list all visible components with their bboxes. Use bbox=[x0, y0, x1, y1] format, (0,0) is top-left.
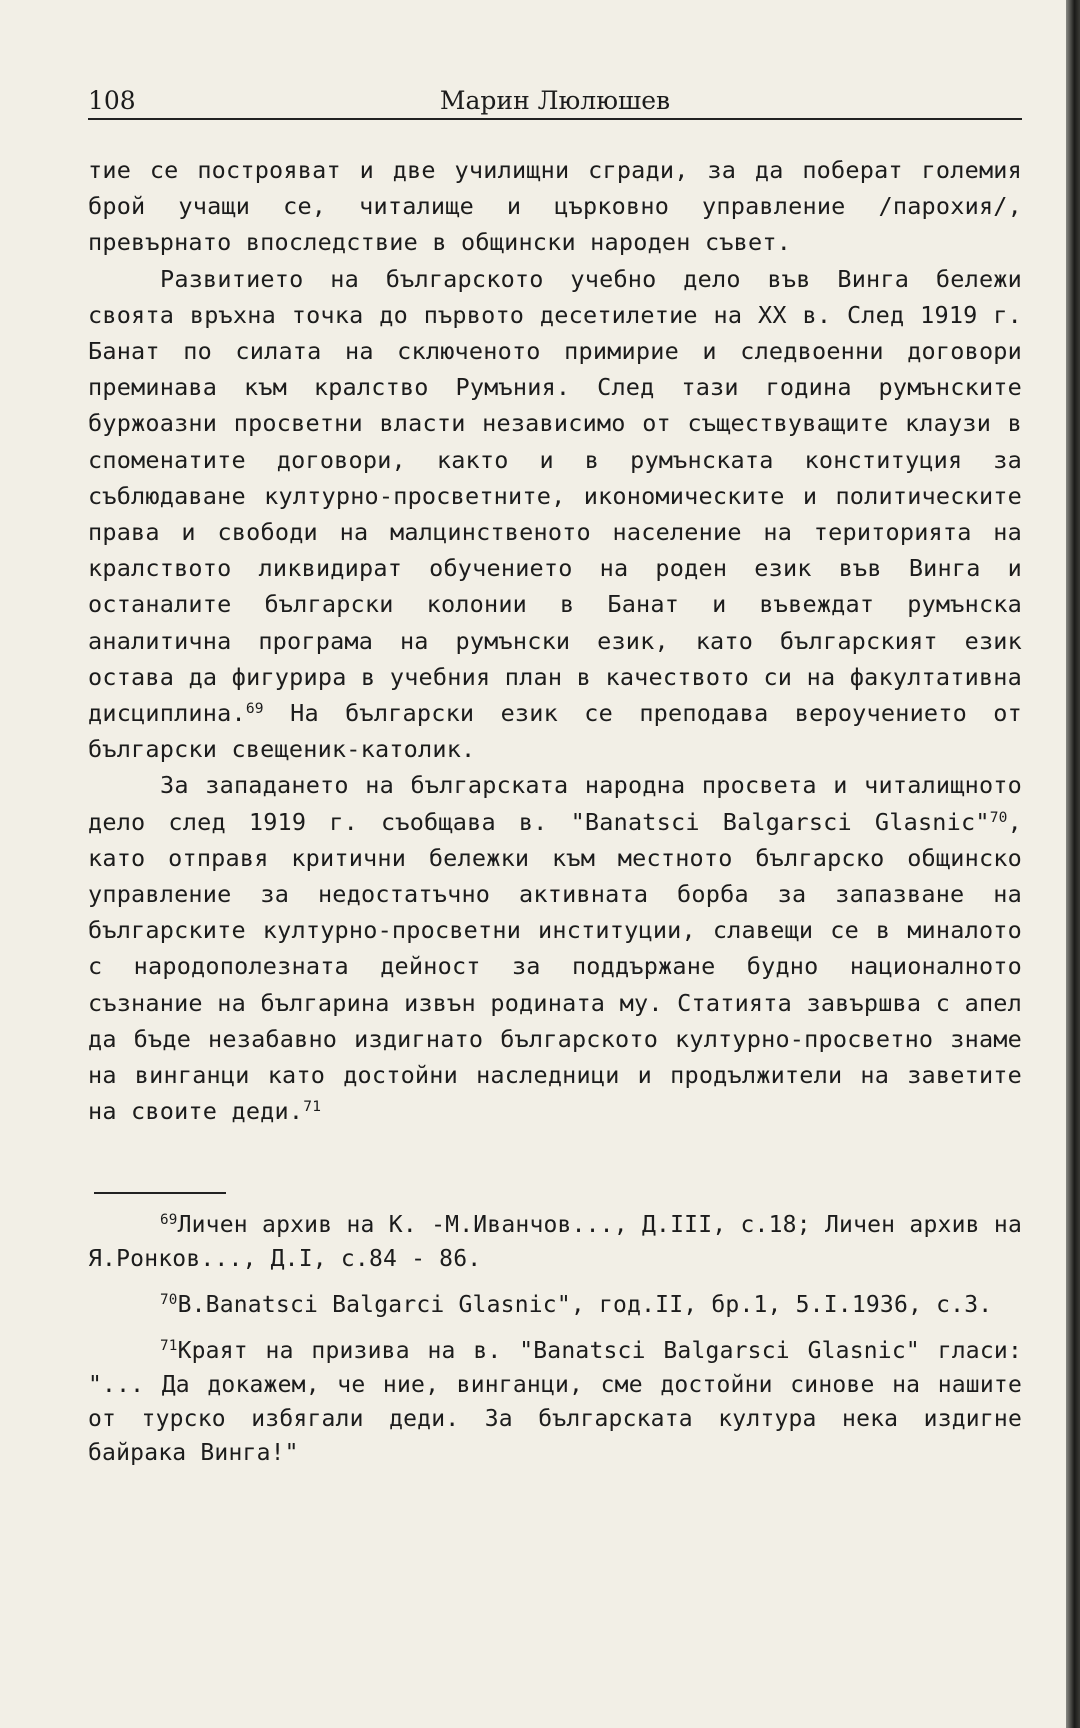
footnote-70 bbox=[88, 1288, 1022, 1322]
footnote-ref-71[interactable]: 71 bbox=[303, 1098, 322, 1116]
footnote-text: В.Banatsci Balgarci Glasnic", год.II, бр.1, 5.I.1936, с.3. bbox=[177, 1292, 993, 1318]
footnote-number: 69 bbox=[160, 1212, 178, 1229]
footnote-number: 71 bbox=[160, 1338, 178, 1355]
page-edge-shadow bbox=[1066, 0, 1080, 1728]
footnote-71 bbox=[88, 1334, 1022, 1470]
footnote-69 bbox=[88, 1208, 1022, 1276]
running-title: Марин Люлюшев bbox=[439, 86, 671, 115]
page-header bbox=[88, 86, 1022, 120]
footnote-text: Личен архив на К. -М.Иванчов..., Д.III, с.18; Личен архив на Я.Ронков..., Д.I, с.84 - 86. bbox=[88, 1212, 1022, 1272]
footnote-text: Краят на призива на в. "Banatsci Balgarsci Glasnic" гласи: "... Да докажем, че ние, винганци, сме достойни синове на нашите от турско избягали деди. За българската култура нека издигне байрака Винга!" bbox=[88, 1338, 1022, 1466]
paragraph-1: тие се построяват и две училищни сгради, за да поберат големия брой учащи се, читалище и църковно управление /парохия/, превърнато впоследствие в общински народен съвет. bbox=[88, 156, 1022, 257]
body-text bbox=[88, 152, 1022, 1129]
paragraph-3-text-a: За западането на българската народна просвета и читалищното дело след 1919 г. съобщава в. "Banatsci Balgarsci Glasnic" bbox=[88, 771, 1022, 836]
footnote-ref-69[interactable]: 69 bbox=[245, 700, 264, 718]
paragraph-3-text-b: , като отправя критични бележки към местното българско общинско управление за недостатъчно активната борба за запазване на българските културно-просветни институции, славещи се в миналото с народополезната дейност за поддържане будно националното съзнание на българина извън родината му. Статията завършва с апел да бъде незабавно издигнато българското културно-просветно знаме на винганци като достойни наследници и продължители на заветите на своите деди. bbox=[88, 807, 1022, 1126]
footnote-ref-70[interactable]: 70 bbox=[989, 808, 1008, 826]
paragraph-3 bbox=[88, 767, 1022, 1129]
page-number: 108 bbox=[88, 86, 136, 115]
paragraph-2-text-a: Развитието на българското учебно дело във Винга бележи своята връхна точка до първото десетилетие на XX в. След 1919 г. Банат по силата на сключеното примирие и следвоенни договори преминава към кралство Румъния. След тази година румънските буржоазни просветни власти независимо от съществуващите клаузи в споменатите договори, както и в румънската конституция за съблюдаване културно-просветните, икономическите и политическите права и свободи на малцинственото население на територията на кралството ликвидират обучението на роден език във Винга и останалите български колонии в Банат и въвеждат румънска аналитична програма на румънски език, като българският език остава да фигурира в учебния план в качеството си на факултативна дисциплина. bbox=[88, 264, 1022, 728]
footnote-number: 70 bbox=[160, 1292, 178, 1309]
paragraph-2 bbox=[88, 261, 1022, 768]
footnote-separator bbox=[94, 1192, 226, 1194]
footnotes bbox=[88, 1208, 1022, 1482]
paragraph-2-text-b: На български език се преподава вероучението от български свещеник-католик. bbox=[88, 699, 1022, 764]
